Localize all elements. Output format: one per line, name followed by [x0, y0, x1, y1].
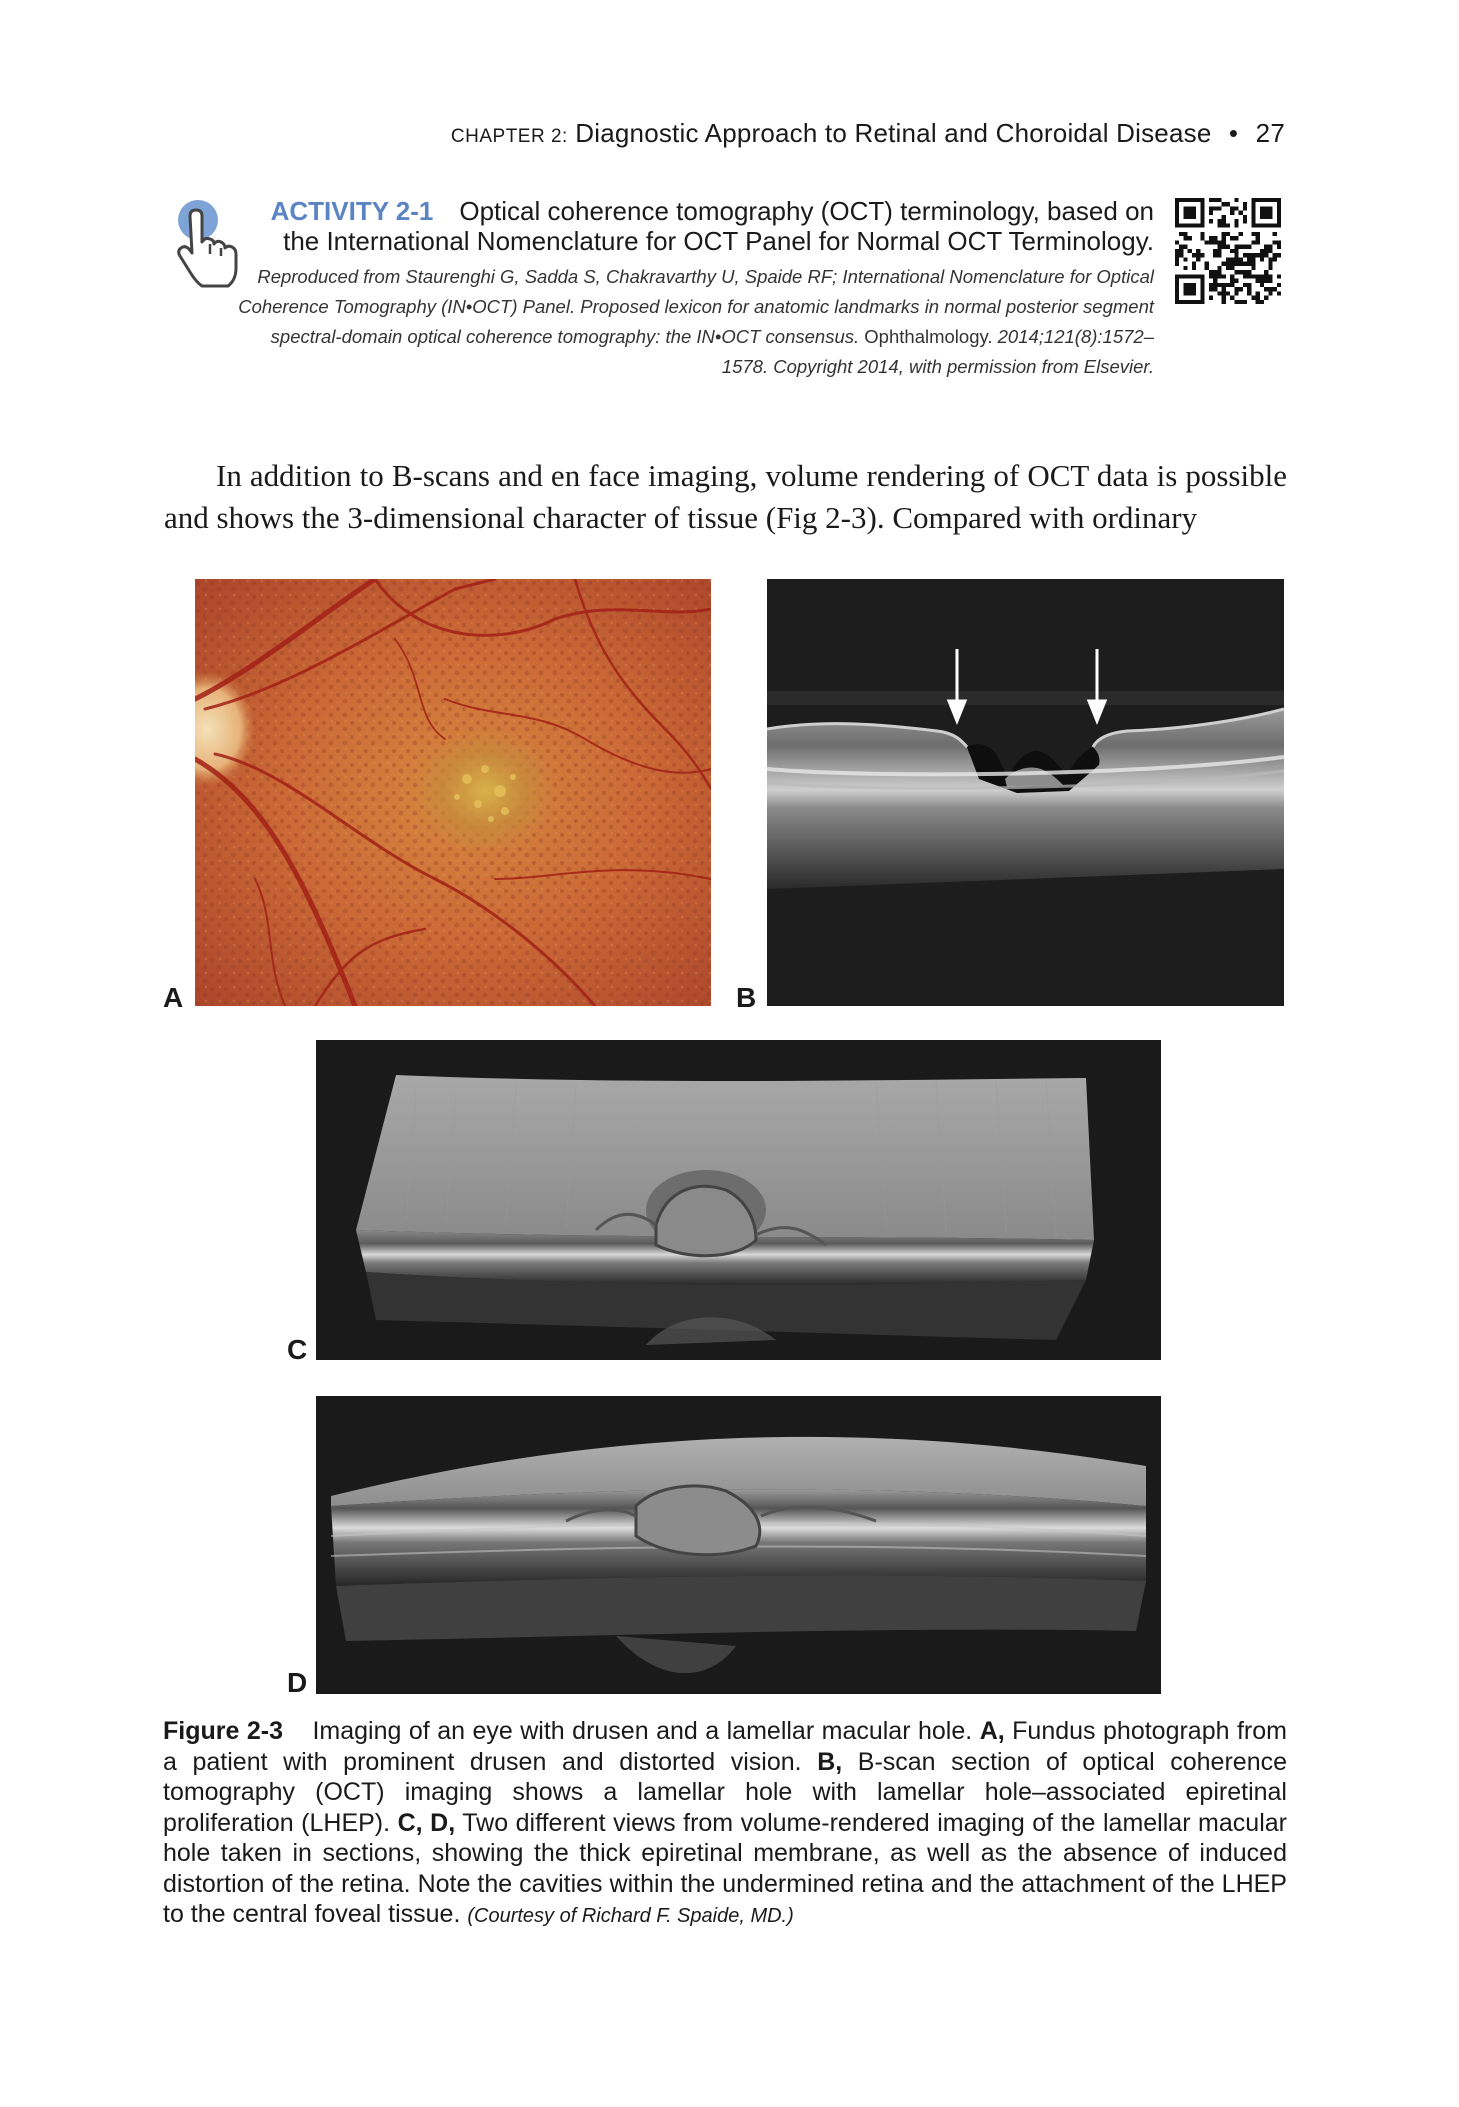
caption-intro: Imaging of an eye with drusen and a lamellar macular hole. — [312, 1717, 973, 1745]
caption-b-label: B, — [817, 1747, 843, 1776]
activity-credit-text: Reproduced from Staurenghi G, Sadda S, Chakravarthy U, Spaide RF; International Nomenclature for Optical Coherence Tomography (IN•OCT) Panel. Proposed lexicon for anatomic landmarks in normal posterior segment spectral-domain optical coherence tomography: the IN•OCT consensus. — [238, 266, 1154, 347]
panel-label-b: B — [736, 982, 757, 1013]
figure-caption — [163, 1716, 1287, 1932]
caption-credit: (Courtesy of Richard F. Spaide, MD.) — [467, 1905, 794, 1927]
chapter-label: CHAPTER 2: — [450, 126, 568, 147]
activity-credit-date: 2014;121(8):1572–1578. Copyright 2014, with permission from Elsevier. — [721, 326, 1154, 377]
caption-b-text: B-scan section of optical coherence tomography (OCT) imaging shows a lamellar hole with lamellar hole–associated epiretinal proliferation (LHEP). — [163, 1747, 1287, 1837]
figure-panel-a-fundus — [195, 579, 711, 1006]
body-paragraph: In addition to B-scans and en face imaging, volume rendering of OCT data is possible and shows the 3-dimensional character of tissue (Fig 2-3). Compared with ordinary — [164, 458, 1287, 535]
panel-label-c: C — [287, 1334, 308, 1365]
activity-label: ACTIVITY 2-1 — [270, 196, 434, 226]
figure-label: Figure 2-3 — [163, 1717, 283, 1745]
caption-a-label: A, — [979, 1717, 1005, 1745]
header-bullet: • — [1228, 118, 1239, 148]
activity-credit — [234, 262, 1154, 382]
activity-title-line — [234, 196, 1154, 256]
figure-panel-d-volume-render — [316, 1396, 1161, 1694]
caption-a-text: Fundus photograph from a patient with prominent drusen and distorted vision. — [163, 1717, 1287, 1776]
caption-cd-text: Two different views from volume-rendered imaging of the lamellar macular hole taken in sections, showing the thick epiretinal membrane, as well as the absence of induced distortion of the retina. Note the cavities within the undermined retina and the attachment of the LHEP to the central foveal tissue. — [163, 1808, 1287, 1928]
figure-panel-b-oct-bscan — [767, 579, 1284, 1006]
activity-block — [234, 196, 1154, 382]
activity-title: Optical coherence tomography (OCT) terminology, based on the International Nomenclature for OCT Panel for Normal OCT Terminology. — [283, 196, 1154, 256]
qr-code-icon[interactable] — [1175, 198, 1281, 304]
figure-panel-c-volume-render — [316, 1040, 1161, 1360]
chapter-title: Diagnostic Approach to Retinal and Choroidal Disease — [575, 118, 1212, 148]
page-number: 27 — [1255, 118, 1285, 148]
panel-label-a: A — [163, 982, 184, 1013]
caption-cd-label: C, D, — [397, 1808, 456, 1837]
panel-label-d: D — [287, 1667, 308, 1698]
activity-credit-journal: Ophthalmology. — [864, 326, 993, 347]
running-head — [451, 118, 1285, 149]
